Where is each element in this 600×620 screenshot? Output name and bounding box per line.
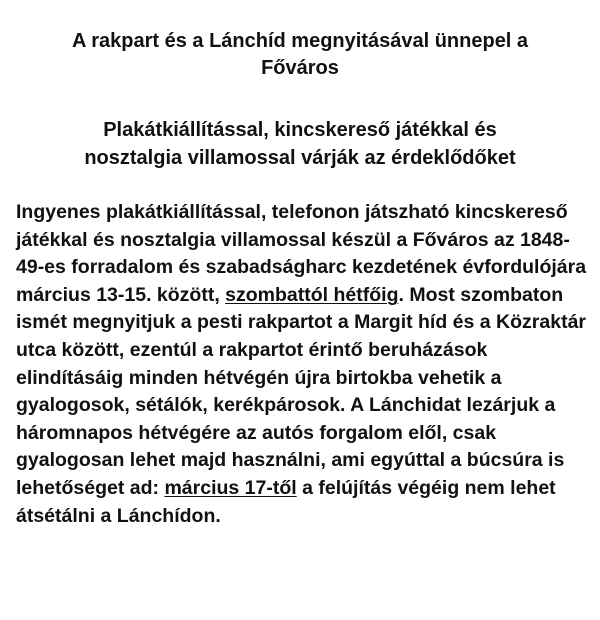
- article-title-line1: A rakpart és a Lánchíd megnyitásával ünnepel a: [71, 30, 529, 52]
- date-link-march-17[interactable]: március 17-től: [164, 476, 297, 499]
- article-subtitle: [20, 116, 580, 172]
- article-body: [16, 199, 588, 530]
- article-body-text-3: a felújítás végéig nem lehet átsétálni a Lánchídon.: [16, 476, 556, 527]
- date-link-saturday-monday[interactable]: szombattól hétfőig: [225, 283, 399, 306]
- article-subtitle-line1: Plakátkiállítással, kincskereső játékkal és: [103, 119, 497, 141]
- article-title-line2: Főváros: [261, 57, 339, 79]
- article-title: [20, 28, 580, 82]
- article-body-text-2: . Most szombaton ismét megnyitjuk a pesti rakpartot a Margit híd és a Közraktár utca között, ezentúl a rakpartot érintő beruházások elindításáig minden hétvégén újra birtokba vehetik a gyalogosok, sétálók, kerékpárosok. A Lánchidat lezárjuk a háromnapos hétvégére az autós forgalom elől, csak gyalogosan lehet majd használni, ami egyúttal a búcsúra is lehetőséget ad:: [16, 283, 587, 499]
- article-body-text-1: Ingyenes plakátkiállítással, telefonon játszható kincskereső játékkal és nosztalgia villamossal készül a Főváros az 1848-49-es forradalom és szabadságharc kezdetének évfordulójára március 13-15. között,: [16, 201, 587, 306]
- article-subtitle-line2: nosztalgia villamossal várják az érdeklődőket: [84, 147, 516, 169]
